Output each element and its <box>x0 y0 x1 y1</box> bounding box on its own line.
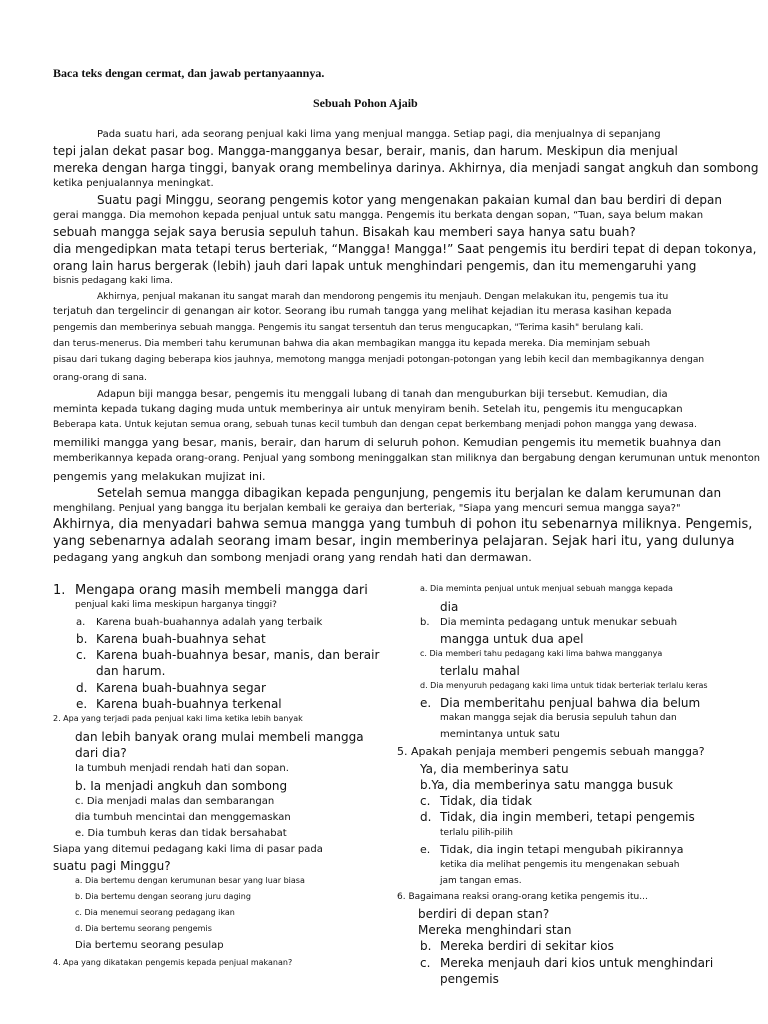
story-line: menghilang. Penjual yang bangga itu berjalan kembali ke geraiya dan berteriak, "Siapa yang mencuri semua mangga saya?" <box>53 503 681 514</box>
story-line: mereka dengan harga tinggi, banyak orang membelinya darinya. Akhirnya, dia menjadi sangat angkuh dan sombong <box>53 161 759 175</box>
option-text: dan harum. <box>96 664 166 678</box>
option-letter: e. <box>76 697 88 711</box>
question-text: suatu pagi Minggu? <box>53 859 171 873</box>
question-text: 5. Apakah penjaja memberi pengemis sebuah mangga? <box>397 745 705 758</box>
question-text: berdiri di depan stan? <box>418 907 550 921</box>
option-text: c. Dia menemui seorang pedagang ikan <box>75 908 235 917</box>
story-line: memberikannya kepada orang-orang. Penjual yang sombong meninggalkan stan miliknya dan bergabung dengan kerumunan untuk menonton <box>53 453 761 464</box>
question-text: penjual kaki lima meskipun harganya tinggi? <box>75 600 277 610</box>
option-letter: b. <box>420 939 432 953</box>
option-text: Karena buah-buahnya terkenal <box>96 697 282 711</box>
option-text: Dia bertemu seorang pesulap <box>75 940 224 951</box>
option-text: memintanya untuk satu <box>440 729 560 740</box>
option-text: e. Dia tumbuh keras dan tidak bersahabat <box>75 828 287 839</box>
story-line: pedagang yang angkuh dan sombong menjadi orang yang rendah hati dan dermawan. <box>53 551 532 564</box>
story-title: Sebuah Pohon Ajaib <box>313 96 418 110</box>
story-line: Beberapa kata. Untuk kejutan semua orang, sebuah tunas kecil tumbuh dan dengan cepat berkembang menjadi pohon mangga yang dewasa. <box>53 420 697 430</box>
story-line: Adapun biji mangga besar, pengemis itu menggali lubang di tanah dan menguburkan biji tersebut. Kemudian, dia <box>97 389 668 400</box>
story-line: dia mengedipkan mata tetapi terus berteriak, “Mangga! Mangga!” Saat pengemis itu berdiri tepat di depan tokonya, <box>53 242 757 256</box>
story-line: pengemis dan memberinya sebuah mangga. Pengemis itu sangat tersentuh dan terus mengucapkan, "Terima kasih" berulang kali. <box>53 323 644 333</box>
story-line: Suatu pagi Minggu, seorang pengemis kotor yang mengenakan pakaian kumal dan bau berdiri di depan <box>97 193 722 207</box>
option-letter: b. <box>76 632 88 646</box>
story-line: Setelah semua mangga dibagikan kepada pengunjung, pengemis itu berjalan ke dalam kerumunan dan <box>97 486 722 500</box>
option-text: Ia tumbuh menjadi rendah hati dan sopan. <box>75 763 289 774</box>
option-text: Dia memberitahu penjual bahwa dia belum <box>440 696 701 710</box>
story-line: meminta kepada tukang daging muda untuk memberinya air untuk menyiram benih. Setelah itu, pengemis itu mengucapkan <box>53 404 683 415</box>
question-text: 6. Bagaimana reaksi orang-orang ketika pengemis itu... <box>397 892 648 902</box>
option-text: Karena buah-buahnya besar, manis, dan berair <box>96 648 380 662</box>
option-text: Tidak, dia ingin memberi, tetapi pengemis <box>440 810 695 824</box>
story-line: Akhirnya, penjual makanan itu sangat marah dan mendorong pengemis itu menjauh. Dengan melakukan itu, pengemis tua itu <box>97 292 669 302</box>
question-text: 4. Apa yang dikatakan pengemis kepada penjual makanan? <box>53 958 293 967</box>
option-text: Mereka berdiri di sekitar kios <box>440 939 614 953</box>
story-line: orang-orang di sana. <box>53 373 147 383</box>
story-line: tepi jalan dekat pasar bog. Mangga-mangganya besar, berair, manis, dan harum. Meskipun dia menjual <box>53 144 678 158</box>
option-text: a. Dia bertemu dengan kerumunan besar yang luar biasa <box>75 876 305 885</box>
question-text: dan lebih banyak orang mulai membeli mangga <box>75 730 364 744</box>
option-text: mangga untuk dua apel <box>440 632 584 646</box>
story-line: pisau dari tukang daging beberapa kios jauhnya, memotong mangga menjadi potongan-potongan yang lebih kecil dan membagikannya dengan <box>53 355 705 365</box>
option-text: pengemis <box>440 972 499 986</box>
instruction: Baca teks dengan cermat, dan jawab pertanyaannya. <box>53 66 325 80</box>
option-text: makan mangga sejak dia berusia sepuluh tahun dan <box>440 713 677 723</box>
option-text: d. Dia bertemu seorang pengemis <box>75 924 212 933</box>
story-line: ketika penjualannya meningkat. <box>53 178 214 189</box>
option-text: ketika dia melihat pengemis itu mengenakan sebuah <box>440 860 680 870</box>
option-text: Karena buah-buahnya sehat <box>96 632 266 646</box>
story-line: Akhirnya, dia menyadari bahwa semua mangga yang tumbuh di pohon itu sebenarnya miliknya. Pengemis, <box>53 517 753 532</box>
story-line: yang sebenarnya adalah seorang imam besar, ingin memberinya pelajaran. Sejak hari itu, yang dulunya <box>53 534 735 549</box>
question-text: Mengapa orang masih membeli mangga dari <box>75 583 368 598</box>
option-letter: c. <box>76 648 87 662</box>
option-text: dia tumbuh mencintai dan menggemaskan <box>75 812 291 823</box>
option-text: c. Dia memberi tahu pedagang kaki lima bahwa mangganya <box>420 649 663 658</box>
option-letter: d. <box>76 681 88 695</box>
question-text: 2. Apa yang terjadi pada penjual kaki lima ketika lebih banyak <box>53 714 303 723</box>
option-text: a. Dia meminta penjual untuk menjual sebuah mangga kepada <box>420 584 673 593</box>
question-number: 1. <box>53 583 66 598</box>
option-text: dia <box>440 600 459 614</box>
option-text: Mereka menjauh dari kios untuk menghindari <box>440 956 714 970</box>
option-text: c. Dia menjadi malas dan sembarangan <box>75 796 275 807</box>
option-text: terlalu pilih-pilih <box>440 828 513 838</box>
story-line: orang lain harus bergerak (lebih) jauh dari lapak untuk menghindari pengemis, dan itu memengaruhi yang <box>53 259 697 273</box>
story-line: bisnis pedagang kaki lima. <box>53 276 173 286</box>
story-line: gerai mangga. Dia memohon kepada penjual untuk satu mangga. Pengemis itu berkata dengan sopan, “Tuan, saya belum makan <box>53 210 704 221</box>
option-text: Dia meminta pedagang untuk menukar sebuah <box>440 617 678 628</box>
story-line: memiliki mangga yang besar, manis, berair, dan harum di seluruh pohon. Kemudian pengemis itu memetik buahnya dan <box>53 436 722 449</box>
story-line: terjatuh dan tergelincir di genangan air kotor. Seorang ibu rumah tangga yang melihat kejadian itu merasa kasihan kepada <box>53 306 672 317</box>
option-letter: e. <box>420 696 432 710</box>
option-letter: c. <box>420 956 431 970</box>
story-line: dan terus-menerus. Dia memberi tahu kerumunan bahwa dia akan membagikan mangga itu kepada mereka. Dia meminjam sebuah <box>53 339 651 349</box>
option-text: Tidak, dia tidak <box>440 794 532 808</box>
option-letter: c. <box>420 794 431 808</box>
option-text: Karena buah-buahannya adalah yang terbaik <box>96 617 323 628</box>
option-text: b.Ya, dia memberinya satu mangga busuk <box>420 778 673 792</box>
option-letter: d. <box>420 810 432 824</box>
option-text: b. Ia menjadi angkuh dan sombong <box>75 779 288 793</box>
option-text: terlalu mahal <box>440 664 520 678</box>
story-line: Pada suatu hari, ada seorang penjual kaki lima yang menjual mangga. Setiap pagi, dia menjualnya di sepanjang <box>97 129 661 140</box>
question-text: dari dia? <box>75 746 127 760</box>
option-letter: e. <box>420 843 431 856</box>
option-text: jam tangan emas. <box>440 876 522 886</box>
option-letter: b. <box>420 617 430 628</box>
option-text: Karena buah-buahnya segar <box>96 681 266 695</box>
story-line: sebuah mangga sejak saya berusia sepuluh tahun. Bisakah kau memberi saya hanya satu buah? <box>53 225 636 239</box>
option-text: d. Dia menyuruh pedagang kaki lima untuk tidak berteriak terlalu keras <box>420 681 708 690</box>
option-text: Ya, dia memberinya satu <box>420 762 569 776</box>
option-text: b. Dia bertemu dengan seorang juru daging <box>75 892 251 901</box>
option-text: Mereka menghindari stan <box>418 923 572 937</box>
option-text: Tidak, dia ingin tetapi mengubah pikirannya <box>440 843 684 856</box>
question-text: Siapa yang ditemui pedagang kaki lima di pasar pada <box>53 844 323 855</box>
story-line: pengemis yang melakukan mujizat ini. <box>53 470 266 483</box>
option-letter: a. <box>76 617 86 628</box>
